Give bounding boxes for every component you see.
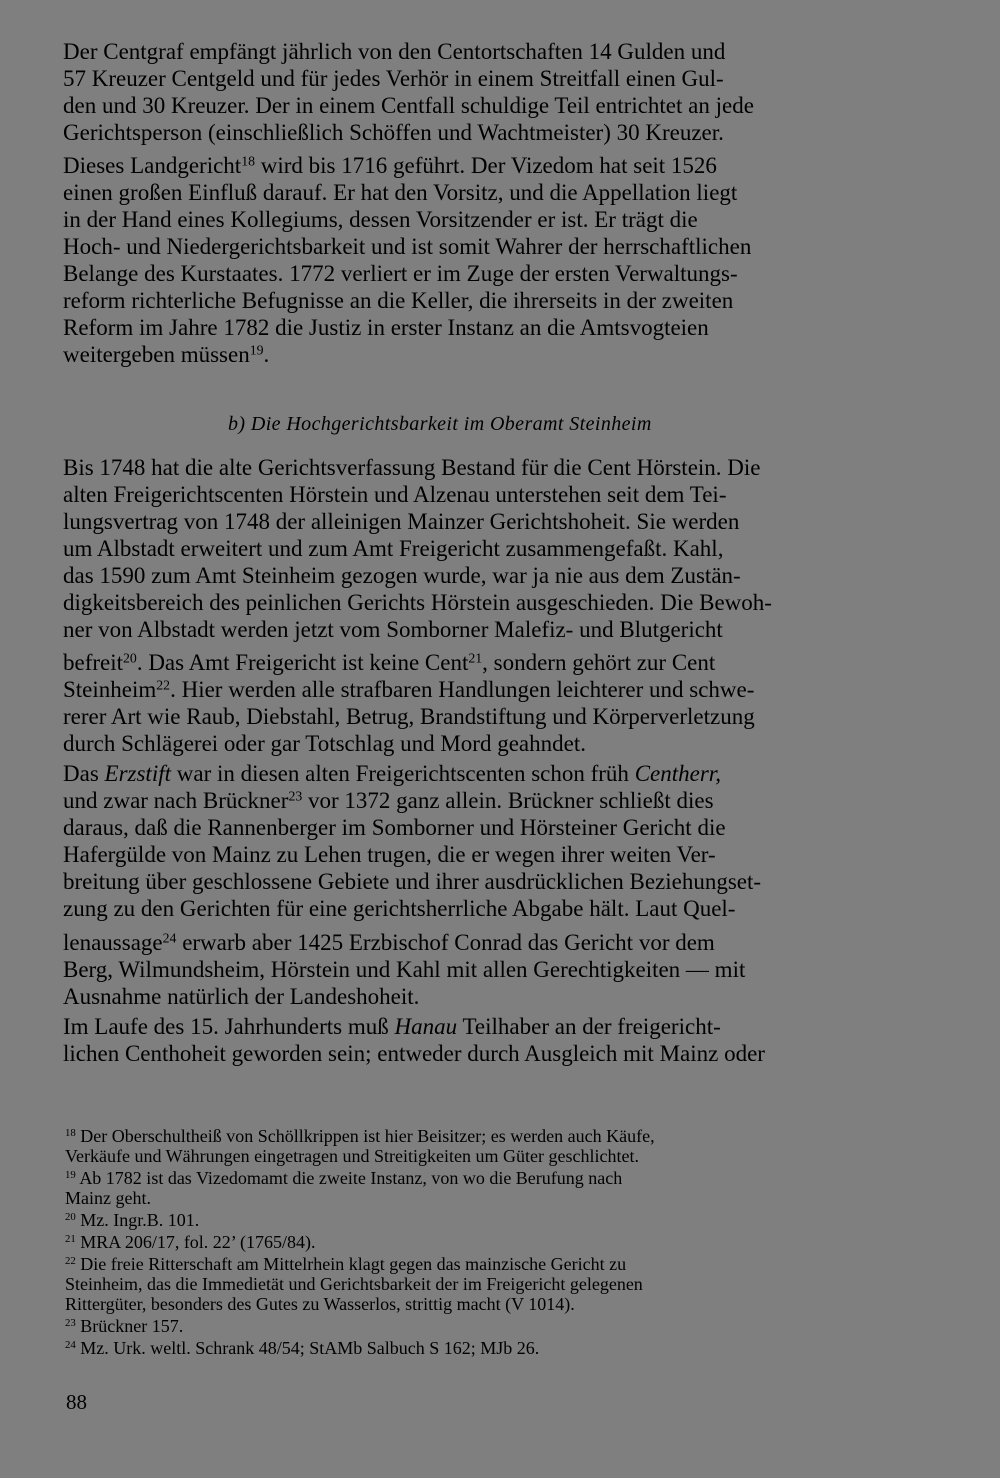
footnote-18: $^{18}$ Der Oberschultheiß von Schöllkrippen ist hier Beisitzer; es werden auch Käufe, xyxy=(65,1126,655,1146)
text-line: Der Centgraf empfängt jährlich von den Centortschaften 14 Gulden und xyxy=(63,39,726,64)
text-line: Im Laufe des 15. Jahrhunderts muß Hanau Teilhaber an der freigericht- xyxy=(63,1014,721,1039)
section-heading: b) Die Hochgerichtsbarkeit im Oberamt Steinheim xyxy=(228,413,652,435)
footnote-21: $^{21}$ MRA 206/17, fol. 22’ (1765/84). xyxy=(65,1232,316,1252)
footnote-ref: 23 xyxy=(288,788,303,804)
text-line: Hoch- und Niedergerichtsbarkeit und ist somit Wahrer der herrschaftlichen xyxy=(63,234,752,259)
footnote-23: $^{23}$ Brückner 157. xyxy=(65,1316,184,1336)
text-line: Das Erzstift war in diesen alten Freigerichtscenten schon früh Centherr, xyxy=(63,761,721,786)
text-line: Ausnahme natürlich der Landeshoheit. xyxy=(63,984,420,1009)
footnote-18-cont: Verkäufe und Währungen eingetragen und Streitigkeiten um Güter geschlichtet. xyxy=(65,1146,639,1166)
text-line: und zwar nach Brückner$^{23}$ vor 1372 ganz allein. Brückner schließt dies xyxy=(63,788,714,813)
footnote-ref: 22 xyxy=(156,677,171,693)
text-line: reform richterliche Befugnisse an die Keller, die ihrerseits in der zweiten xyxy=(63,288,734,313)
text-line: 57 Kreuzer Centgeld und für jedes Verhör in einem Streitfall einen Gul- xyxy=(63,66,724,91)
text-line: einen großen Einfluß darauf. Er hat den Vorsitz, und die Appellation liegt xyxy=(63,180,738,205)
text-line: das 1590 zum Amt Steinheim gezogen wurde, war ja nie aus dem Zustän- xyxy=(63,563,741,588)
footnote-22-cont: Rittergüter, besonders des Gutes zu Wasserlos, strittig macht (V 1014). xyxy=(65,1294,575,1314)
text-line: alten Freigerichtscenten Hörstein und Alzenau unterstehen seit dem Tei- xyxy=(63,482,727,507)
footnote-22-cont: Steinheim, das die Immedietät und Gerichtsbarkeit der im Freigericht gelegenen xyxy=(65,1274,643,1294)
text-line: befreit$^{20}$. Das Amt Freigericht ist keine Cent$^{21}$, sondern gehört zur Cent xyxy=(63,650,716,675)
text-line: Reform im Jahre 1782 die Justiz in erster Instanz an die Amtsvogteien xyxy=(63,315,709,340)
text-line: durch Schlägerei oder gar Totschlag und Mord geahndet. xyxy=(63,731,586,756)
footnote-20: $^{20}$ Mz. Ingr.B. 101. xyxy=(65,1210,200,1230)
text-line: zung zu den Gerichten für eine gerichtsherrliche Abgabe hält. Laut Quel- xyxy=(63,896,736,921)
text-line: Hafergülde von Mainz zu Lehen trugen, die er wegen ihrer weiten Ver- xyxy=(63,842,716,867)
text-line: weitergeben müssen$^{19}$. xyxy=(63,342,270,367)
text-line: lichen Centhoheit geworden sein; entweder durch Ausgleich mit Mainz oder xyxy=(63,1041,765,1066)
text-line: digkeitsbereich des peinlichen Gerichts Hörstein ausgeschieden. Die Bewoh- xyxy=(63,590,772,615)
text-line: Gerichtsperson (einschließlich Schöffen und Wachtmeister) 30 Kreuzer. xyxy=(63,120,724,145)
text-line: um Albstadt erweitert und zum Amt Freigericht zusammengefaßt. Kahl, xyxy=(63,536,724,561)
text-line: Belange des Kurstaates. 1772 verliert er im Zuge der ersten Verwaltungs- xyxy=(63,261,738,286)
footnote-ref: 19 xyxy=(249,342,264,358)
footnote-19: $^{19}$ Ab 1782 ist das Vizedomamt die zweite Instanz, von wo die Berufung nach xyxy=(65,1168,623,1188)
text-line: den und 30 Kreuzer. Der in einem Centfall schuldige Teil entrichtet an jede xyxy=(63,93,754,118)
text-line: daraus, daß die Rannenberger im Somborner und Hörsteiner Gericht die xyxy=(63,815,726,840)
footnote-ref: 21 xyxy=(468,650,483,666)
footnote-ref: 18 xyxy=(241,153,255,169)
footnote-22: $^{22}$ Die freie Ritterschaft am Mittelrhein klagt gegen das mainzische Gericht zu xyxy=(65,1254,627,1274)
text-line: Bis 1748 hat die alte Gerichtsverfassung Bestand für die Cent Hörstein. Die xyxy=(63,455,761,480)
text-line: ner von Albstadt werden jetzt vom Somborner Malefiz- und Blutgericht xyxy=(63,617,723,642)
footnote-19-cont: Mainz geht. xyxy=(65,1188,151,1208)
text-line: Berg, Wilmundsheim, Hörstein und Kahl mit allen Gerechtigkeiten — mit xyxy=(63,957,746,982)
page-number: 88 xyxy=(66,1390,87,1414)
footnote-ref: 24 xyxy=(162,930,177,946)
text-line: breitung über geschlossene Gebiete und ihrer ausdrücklichen Beziehungset- xyxy=(63,869,762,894)
text-line: rerer Art wie Raub, Diebstahl, Betrug, Brandstiftung und Körperverletzung xyxy=(63,704,755,729)
text-line: Dieses Landgericht$^{18}$ wird bis 1716 geführt. Der Vizedom hat seit 1526 xyxy=(63,153,717,178)
text-line: lenaussage$^{24}$ erwarb aber 1425 Erzbischof Conrad das Gericht vor dem xyxy=(63,930,715,955)
footnote-24: $^{24}$ Mz. Urk. weltl. Schrank 48/54; StAMb Salbuch S 162; MJb 26. xyxy=(65,1338,540,1358)
text-line: Steinheim$^{22}$. Hier werden alle strafbaren Handlungen leichterer und schwe- xyxy=(63,677,755,702)
text-line: in der Hand eines Kollegiums, dessen Vorsitzender er ist. Er trägt die xyxy=(63,207,698,232)
footnote-ref: 20 xyxy=(123,650,137,666)
text-line: lungsvertrag von 1748 der alleinigen Mainzer Gerichtshoheit. Sie werden xyxy=(63,509,740,534)
